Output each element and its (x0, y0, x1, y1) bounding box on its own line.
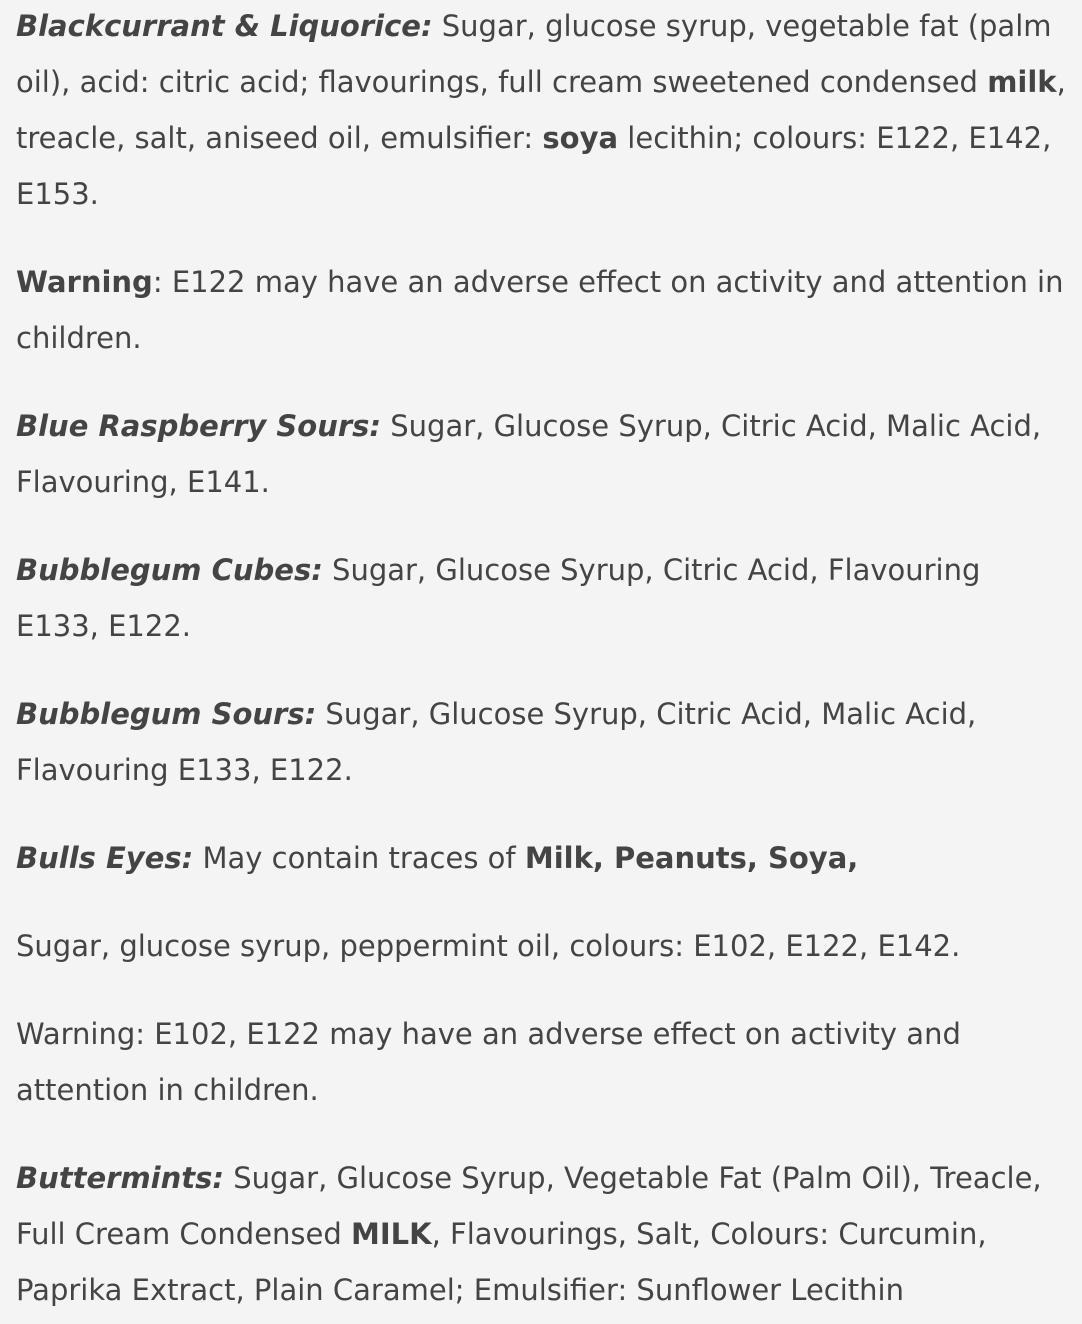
ingredient-text: Sugar, Glucose Syrup, Citric Acid, Flavouring E133, E122. (16, 553, 981, 643)
product-name: Blue Raspberry Sours: (16, 409, 382, 443)
product-name: Blackcurrant & Liquorice: (16, 9, 433, 43)
ingredients-list (16, 0, 1066, 1318)
ingredient-paragraph-blackcurrant-liquorice (16, 0, 1066, 222)
product-name: Bubblegum Cubes: (16, 553, 323, 587)
ingredient-paragraph-bubblegum-cubes (16, 542, 1066, 654)
warning-text: : E122 may have an adverse effect on activity and attention in children. (16, 265, 1064, 355)
ingredient-text: May contain traces of (193, 841, 525, 875)
ingredient-text: Sugar, Glucose Syrup, Vegetable Fat (Palm Oil), Treacle, Full Cream Condensed (16, 1161, 1042, 1251)
warning-paragraph-e102-e122 (16, 1006, 1066, 1118)
ingredient-text: , treacle, salt, aniseed oil, emulsifier: (16, 65, 1066, 155)
ingredient-paragraph-blue-raspberry-sours (16, 398, 1066, 510)
ingredient-text: Sugar, glucose syrup, peppermint oil, colours: E102, E122, E142. (16, 929, 961, 963)
ingredient-paragraph-bulls-eyes-ingredients (16, 918, 1066, 974)
ingredient-text: , Flavourings, Salt, Colours: Curcumin, Paprika Extract, Plain Caramel; Emulsifier: Sunflower Lecithin (16, 1217, 987, 1307)
ingredient-paragraph-buttermints (16, 1150, 1066, 1318)
allergen-text: Milk, Peanuts, Soya, (524, 841, 859, 875)
allergen-text: soya (542, 121, 619, 155)
ingredient-text: Sugar, glucose syrup, vegetable fat (palm oil), acid: citric acid; flavourings, full cream sweetened condensed (16, 9, 1052, 99)
ingredient-paragraph-bulls-eyes (16, 830, 1066, 886)
product-name: Bubblegum Sours: (16, 697, 317, 731)
ingredient-text: Sugar, Glucose Syrup, Citric Acid, Malic Acid, Flavouring E133, E122. (16, 697, 977, 787)
ingredient-paragraph-bubblegum-sours (16, 686, 1066, 798)
ingredient-text: lecithin; colours: E122, E142, E153. (16, 121, 1052, 211)
product-name: Bulls Eyes: (16, 841, 194, 875)
ingredient-text: Sugar, Glucose Syrup, Citric Acid, Malic Acid, Flavouring, E141. (16, 409, 1042, 499)
warning-paragraph-e122 (16, 254, 1066, 366)
allergen-text: MILK (351, 1217, 432, 1251)
warning-text: Warning: E102, E122 may have an adverse effect on activity and attention in children. (16, 1017, 961, 1107)
allergen-text: milk (987, 65, 1057, 99)
warning-label: Warning (16, 265, 153, 299)
product-name: Buttermints: (16, 1161, 224, 1195)
